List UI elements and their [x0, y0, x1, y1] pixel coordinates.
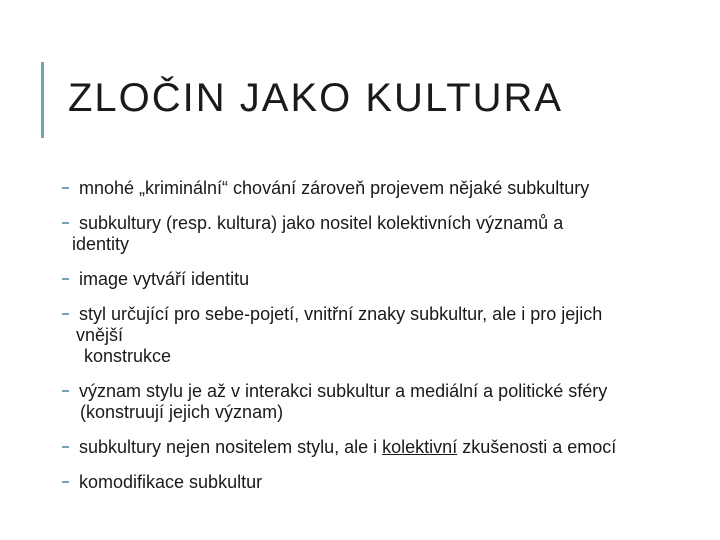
- dash-bullet-icon: [62, 222, 69, 224]
- slide-title: ZLOČIN JAKO KULTURA: [68, 76, 564, 120]
- bullet-text: styl určující pro sebe-pojetí, vnitřní znaky subkultur, ale i pro jejich: [79, 304, 603, 324]
- dash-bullet-icon: [62, 481, 69, 483]
- dash-bullet-icon: [62, 446, 69, 448]
- bullet-text: komodifikace subkultur: [79, 472, 263, 492]
- title-accent-bar: [41, 62, 44, 138]
- bullet-text: subkultury (resp. kultura) jako nositel kolektivních významů a: [79, 213, 564, 233]
- bullet-item: [62, 269, 702, 290]
- bullet-text: subkultury nejen nositelem stylu, ale i: [79, 437, 383, 457]
- underlined-word: kolektivní: [382, 437, 458, 457]
- dash-bullet-icon: [62, 278, 69, 280]
- bullet-text: zkušenosti a emocí: [457, 437, 617, 457]
- bullet-text: image vytváří identitu: [79, 269, 250, 289]
- dash-bullet-icon: [62, 390, 69, 392]
- dash-bullet-icon: [62, 187, 69, 189]
- bullet-text-continuation: (konstruují jejich význam): [80, 402, 284, 422]
- bullet-item: [62, 178, 702, 199]
- bullet-item: [62, 304, 702, 367]
- bullet-item: [62, 472, 702, 493]
- bullet-item: [62, 381, 702, 423]
- bullet-item: [62, 437, 702, 458]
- bullet-text-continuation: identity: [72, 234, 130, 254]
- bullet-list: [62, 178, 702, 493]
- bullet-text-continuation: vnější: [76, 325, 124, 345]
- bullet-text: význam stylu je až v interakci subkultur a mediální a politické sféry: [79, 381, 608, 401]
- bullet-item: [62, 213, 702, 255]
- dash-bullet-icon: [62, 313, 69, 315]
- bullet-text: mnohé „kriminální“ chování zároveň projevem nějaké subkultury: [79, 178, 590, 198]
- bullet-text-continuation: konstrukce: [84, 346, 172, 366]
